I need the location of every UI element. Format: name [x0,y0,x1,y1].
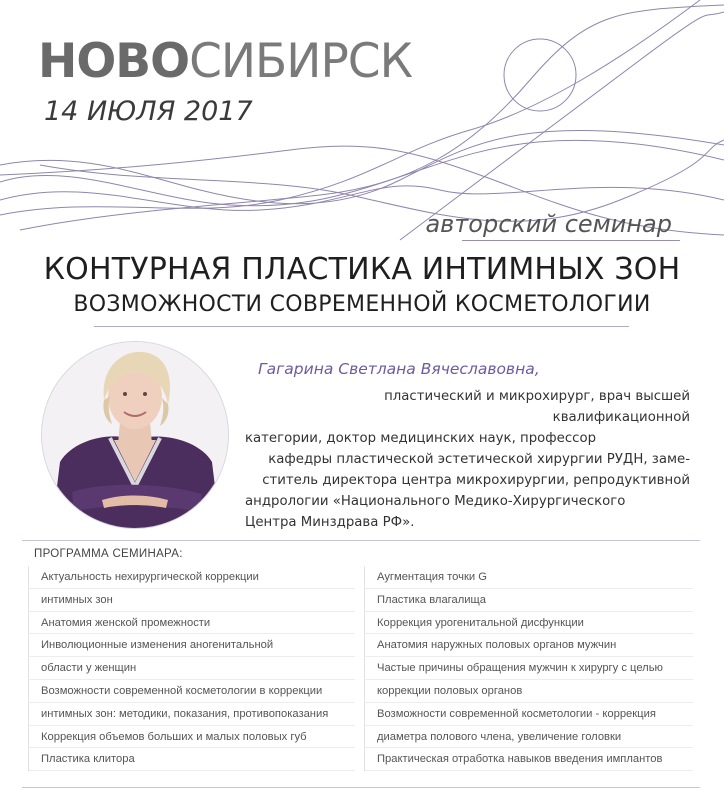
speaker-bio-line: Центра Минздрава РФ». [245,515,415,530]
speaker-bio-line: андрологии «Национального Медико-Хирургического [245,494,626,509]
speaker-bio-line: категории, доктор медицинских наук, профессор [245,431,597,446]
seminar-subtitle: ВОЗМОЖНОСТИ СОВРЕМЕННОЙ КОСМЕТОЛОГИИ [73,292,651,317]
speaker-bio-line: ститель директора центра микрохирургии, репродуктивной [262,473,690,488]
speaker-name: Гагарина Светлана Вячеславовна, [258,360,540,378]
divider [94,326,629,327]
program-item: Коррекция объемов больших и малых половых губ [29,726,355,749]
seminar-title: КОНТУРНАЯ ПЛАСТИКА ИНТИМНЫХ ЗОН [43,252,681,287]
speaker-bio-line: кафедры пластической эстетической хирургии РУДН, заме- [268,452,690,467]
program-title: ПРОГРАММА СЕМИНАРА: [34,548,183,560]
program-item: Анатомия наружных половых органов мужчин [365,634,693,657]
city-title-bold: НОВО [38,34,190,89]
program-item: Возможности современной косметологии - коррекция [365,703,693,726]
program-item: коррекции половых органов [365,680,693,703]
divider [22,540,700,541]
program-item: Анатомия женской промежности [29,612,355,635]
program-item: интимных зон [29,589,355,612]
program-item: Коррекция урогенитальной дисфункции [365,612,693,635]
program-item: Возможности современной косметологии в коррекции [29,680,355,703]
seminar-type: авторский семинар [425,210,672,238]
city-title [38,34,412,89]
program-item: Частые причины обращения мужчин к хирургу с целью [365,657,693,680]
program-item: Актуальность нехирургической коррекции [29,566,355,589]
city-title-light: СИБИРСК [189,34,412,89]
program-item: области у женщин [29,657,355,680]
speaker-bio-line: пластический и микрохирург, врач высшей квалификационной [384,389,690,425]
speaker-bio [245,386,690,533]
decorative-circle [504,39,576,111]
program-item: интимных зон: методики, показания, противопоказания [29,703,355,726]
program-item: Инволюционные изменения аногенитальной [29,634,355,657]
divider [462,240,680,241]
program-list-right [364,566,693,771]
program-list-left [28,566,355,771]
divider [22,787,700,788]
program-item: Пластика влагалища [365,589,693,612]
event-date: 14 ИЮЛЯ 2017 [44,96,253,127]
program-item: Аугментация точки G [365,566,693,589]
program-item: Пластика клитора [29,748,355,771]
speaker-photo [41,341,229,529]
program-item: Практическая отработка навыков введения имплантов [365,748,693,771]
program-item: диаметра полового члена, увеличение головки [365,726,693,749]
